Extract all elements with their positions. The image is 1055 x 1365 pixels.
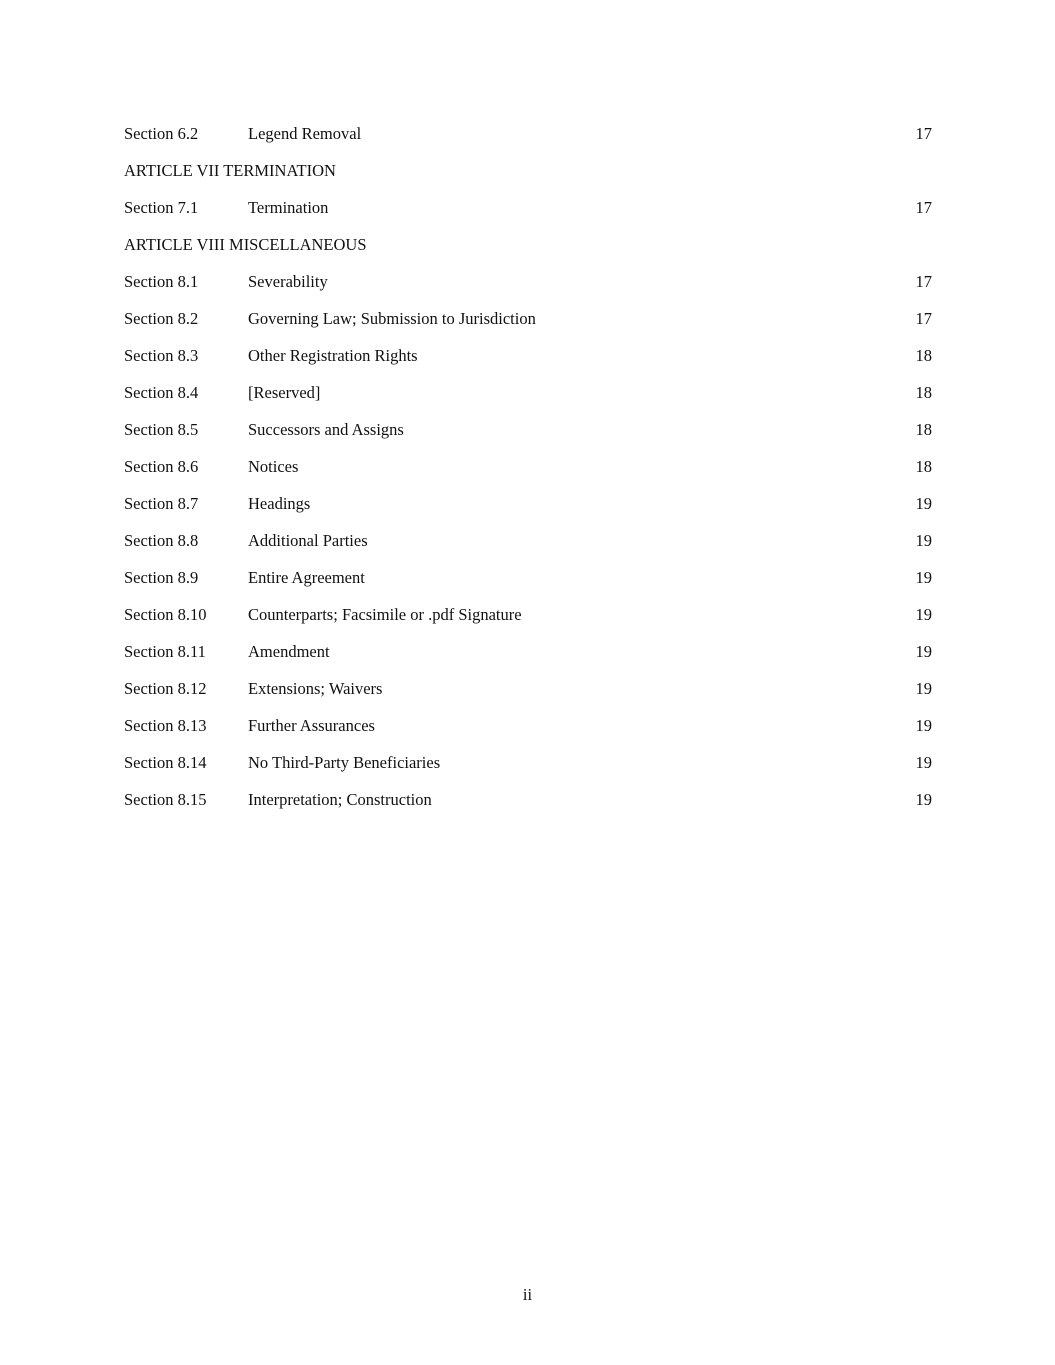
toc-section-number: Section 8.8: [124, 531, 199, 550]
toc-page-number: 19: [915, 531, 932, 550]
toc-row-section-8-9[interactable]: [124, 567, 932, 604]
toc-page-number: 17: [915, 124, 932, 143]
toc-page-number: 19: [915, 605, 932, 624]
toc-section-title: Notices: [248, 457, 299, 476]
table-of-contents: [124, 123, 932, 826]
toc-row-section-8-11[interactable]: [124, 641, 932, 678]
toc-row-section-8-5[interactable]: [124, 419, 932, 456]
toc-section-title: Governing Law; Submission to Jurisdiction: [248, 309, 536, 328]
toc-page-number: 19: [915, 753, 932, 772]
toc-page-number: 19: [915, 716, 932, 735]
toc-row-section-8-10[interactable]: [124, 604, 932, 641]
toc-section-number: Section 8.1: [124, 272, 199, 291]
toc-section-number: Section 8.13: [124, 716, 207, 735]
toc-page-number: 17: [915, 309, 932, 328]
toc-section-title: Entire Agreement: [248, 568, 365, 587]
toc-section-title: [Reserved]: [248, 383, 321, 402]
toc-article-heading-vii[interactable]: [124, 160, 932, 197]
toc-section-title: Severability: [248, 272, 328, 291]
toc-article-title: ARTICLE VII TERMINATION: [124, 161, 336, 180]
toc-row-section-6-2[interactable]: [124, 123, 932, 160]
toc-row-section-8-8[interactable]: [124, 530, 932, 567]
toc-page-number: 19: [915, 568, 932, 587]
toc-row-section-8-12[interactable]: [124, 678, 932, 715]
toc-section-title: Other Registration Rights: [248, 346, 418, 365]
toc-row-section-8-15[interactable]: [124, 789, 932, 826]
toc-section-number: Section 8.11: [124, 642, 206, 661]
toc-section-number: Section 6.2: [124, 124, 199, 143]
toc-section-number: Section 8.6: [124, 457, 199, 476]
toc-page-number: 17: [915, 198, 932, 217]
toc-row-section-8-1[interactable]: [124, 271, 932, 308]
toc-section-number: Section 8.9: [124, 568, 199, 587]
page-footer-number: ii: [522, 1285, 533, 1304]
toc-section-number: Section 8.7: [124, 494, 199, 513]
toc-section-title: Additional Parties: [248, 531, 368, 550]
toc-section-number: Section 8.10: [124, 605, 207, 624]
toc-article-title: ARTICLE VIII MISCELLANEOUS: [124, 235, 367, 254]
toc-section-title: Headings: [248, 494, 311, 513]
toc-row-section-8-13[interactable]: [124, 715, 932, 752]
toc-page-number: 18: [915, 457, 932, 476]
toc-page-number: 19: [915, 642, 932, 661]
toc-section-title: Extensions; Waivers: [248, 679, 383, 698]
toc-row-section-8-7[interactable]: [124, 493, 932, 530]
toc-section-number: Section 8.14: [124, 753, 207, 772]
toc-section-title: Counterparts; Facsimile or .pdf Signature: [248, 605, 522, 624]
toc-row-section-7-1[interactable]: [124, 197, 932, 234]
toc-row-section-8-3[interactable]: [124, 345, 932, 382]
toc-page-number: 17: [915, 272, 932, 291]
toc-section-number: Section 8.5: [124, 420, 199, 439]
toc-section-number: Section 7.1: [124, 198, 199, 217]
toc-row-section-8-2[interactable]: [124, 308, 932, 345]
toc-section-title: No Third-Party Beneficiaries: [248, 753, 441, 772]
toc-section-title: Further Assurances: [248, 716, 375, 735]
toc-section-number: Section 8.12: [124, 679, 207, 698]
toc-page-number: 18: [915, 420, 932, 439]
toc-section-number: Section 8.2: [124, 309, 199, 328]
toc-page-number: 19: [915, 679, 932, 698]
toc-page-number: 18: [915, 346, 932, 365]
toc-section-title: Amendment: [248, 642, 330, 661]
toc-row-section-8-14[interactable]: [124, 752, 932, 789]
toc-page-number: 18: [915, 383, 932, 402]
toc-section-number: Section 8.15: [124, 790, 207, 809]
toc-section-number: Section 8.3: [124, 346, 199, 365]
toc-section-title: Interpretation; Construction: [248, 790, 432, 809]
toc-section-number: Section 8.4: [124, 383, 199, 402]
toc-page-number: 19: [915, 494, 932, 513]
toc-row-section-8-6[interactable]: [124, 456, 932, 493]
toc-article-heading-viii[interactable]: [124, 234, 932, 271]
toc-section-title: Legend Removal: [248, 124, 362, 143]
toc-row-section-8-4[interactable]: [124, 382, 932, 419]
toc-section-title: Termination: [248, 198, 329, 217]
toc-page-number: 19: [915, 790, 932, 809]
toc-section-title: Successors and Assigns: [248, 420, 404, 439]
